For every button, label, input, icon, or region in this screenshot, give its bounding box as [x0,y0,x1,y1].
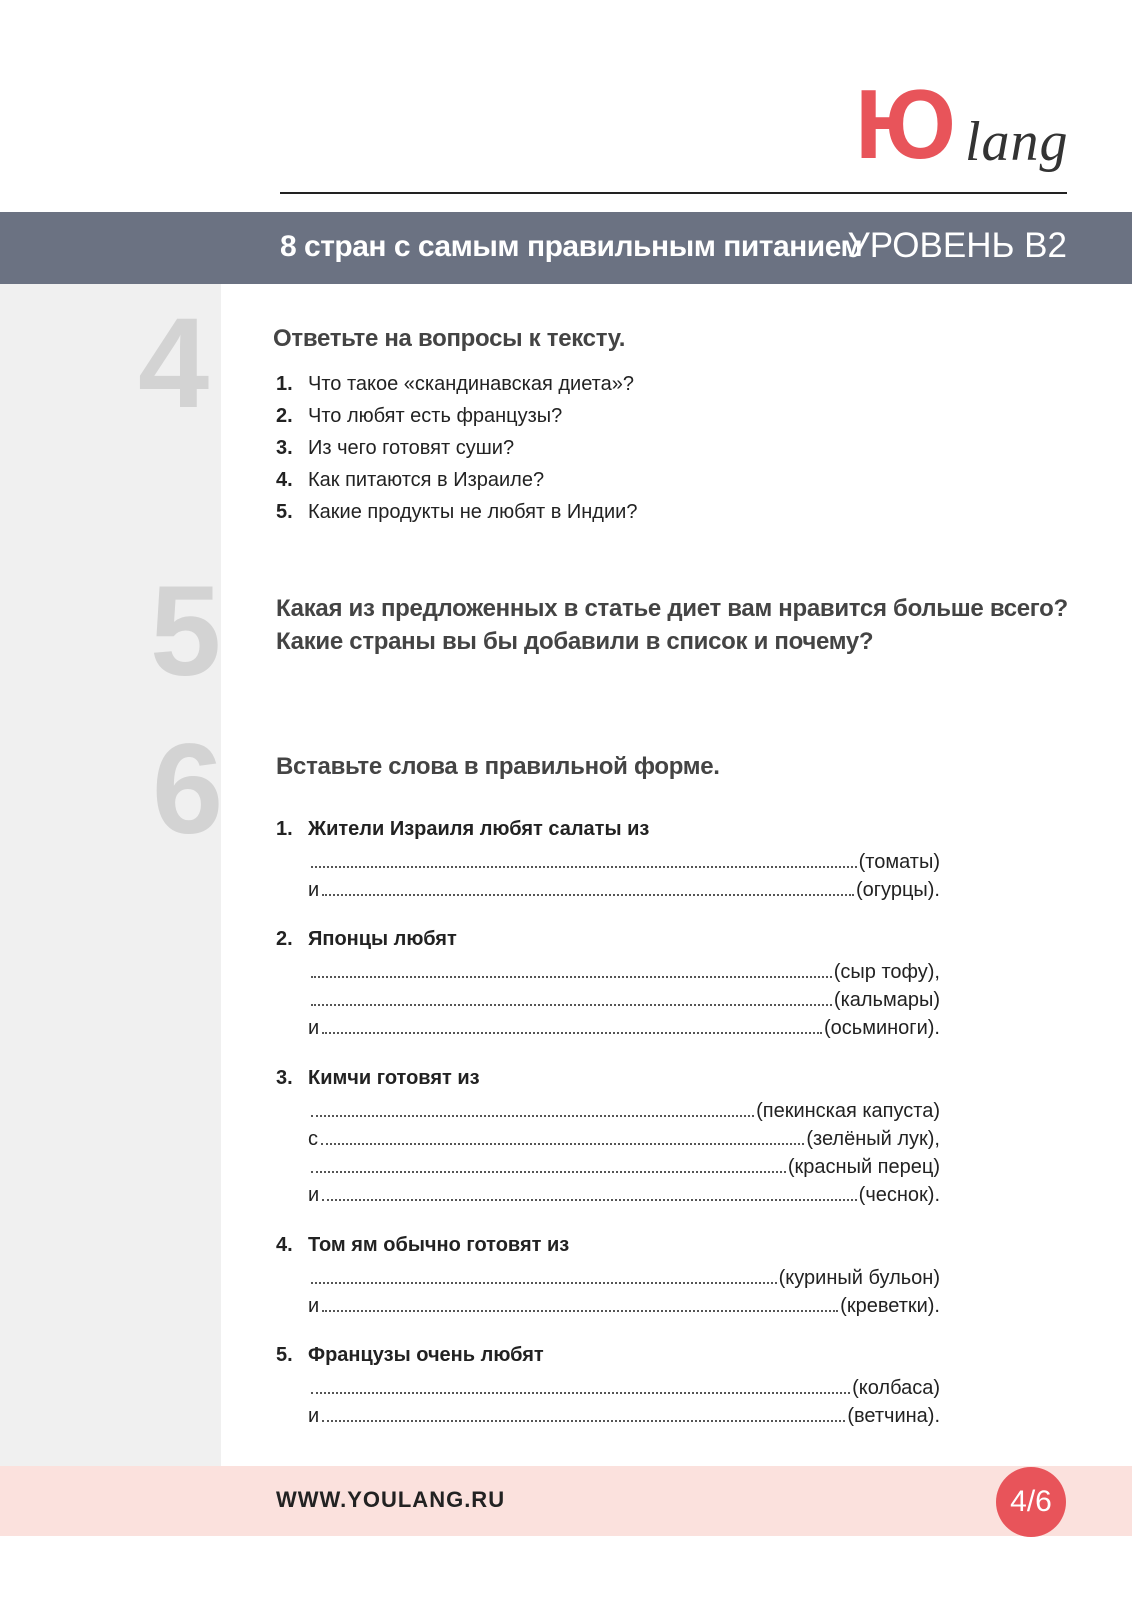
page-number-badge: 4/6 [996,1467,1066,1537]
exercise-item-3 [276,1063,940,1209]
question-item [276,432,637,464]
question-number: 3. [276,437,293,459]
blank-prefix: и [308,1295,320,1317]
logo-word: lang [965,111,1069,173]
blank-hint: (зелёный лук), [806,1128,940,1150]
blank-dotted-line[interactable] [311,1374,850,1394]
header-divider [280,192,1067,194]
footer-band [0,1466,1132,1536]
blank-hint: (кальмары) [833,989,940,1011]
fill-in-blank[interactable] [308,1014,940,1042]
exercise-item-4 [276,1230,940,1320]
fill-in-blank[interactable] [308,1181,940,1209]
fill-in-blank[interactable] [308,1264,940,1292]
fill-in-blank[interactable] [308,1402,940,1430]
page-title: 8 стран с самым правильным питанием [280,230,863,263]
blank-hint: (огурцы). [855,879,940,901]
question-number: 5. [276,501,293,523]
exercise-number: 3. [276,1067,293,1089]
question-text: Что любят есть французы? [308,405,563,427]
fill-in-blank[interactable] [308,876,940,904]
blank-prefix: и [308,1184,320,1206]
fill-in-blank[interactable] [308,848,940,876]
blank-prefix: и [308,879,320,901]
question-number: 2. [276,405,293,427]
question-number: 4. [276,469,293,491]
fill-in-blank[interactable] [308,1125,940,1153]
fill-in-blank[interactable] [308,1374,940,1402]
blank-prefix: с [308,1128,318,1150]
fill-in-blank[interactable] [308,986,940,1014]
fill-in-blank[interactable] [308,1153,940,1181]
blank-hint: (куриный бульон) [778,1267,940,1289]
blank-dotted-line[interactable] [322,1181,856,1201]
exercise-prompt: Жители Израиля любят салаты из [308,818,650,840]
section-number-4: 4 [138,292,210,435]
exercise-prompt: Кимчи готовят из [308,1067,480,1089]
blank-hint: (ветчина). [847,1405,940,1427]
blank-dotted-line[interactable] [322,1292,838,1312]
blank-hint: (пекинская капуста) [756,1100,940,1122]
exercise-prompt: Французы очень любят [308,1344,544,1366]
exercise-number: 4. [276,1234,293,1256]
question-item [276,464,637,496]
blank-dotted-line[interactable] [322,876,854,896]
blank-dotted-line[interactable] [311,1153,786,1173]
blank-hint: (томаты) [858,851,940,873]
logo-mark: Ю [855,69,951,179]
exercise-number: 5. [276,1344,293,1366]
exercise-item-5 [276,1340,940,1430]
blank-hint: (сыр тофу), [833,961,940,983]
blank-dotted-line[interactable] [311,1097,754,1117]
fill-in-blank[interactable] [308,958,940,986]
section-6-heading: Вставьте слова в правильной форме. [276,753,720,780]
question-text: Из чего готовят суши? [308,437,515,459]
question-item [276,496,637,528]
blank-dotted-line[interactable] [311,1264,777,1284]
question-item [276,368,637,400]
blank-dotted-line[interactable] [322,1014,822,1034]
blank-hint: (креветки). [840,1295,940,1317]
exercise-number: 2. [276,928,293,950]
youlang-logo [855,69,1070,184]
section-4-heading: Ответьте на вопросы к тексту. [273,325,626,352]
blank-hint: (осьминоги). [824,1017,940,1039]
side-panel [0,284,224,1466]
exercise-prompt: Том ям обычно готовят из [308,1234,570,1256]
exercise-number: 1. [276,818,293,840]
website-link[interactable]: WWW.YOULANG.RU [276,1487,506,1512]
blank-dotted-line[interactable] [311,958,832,978]
blank-hint: (чеснок). [858,1184,940,1206]
fill-in-blank[interactable] [308,1097,940,1125]
exercise-prompt: Японцы любят [308,928,457,950]
level-label: УРОВЕНЬ B2 [847,226,1067,265]
section-number-5: 5 [150,560,222,703]
question-text: Что такое «скандинавская диета»? [308,373,634,395]
blank-prefix: и [308,1405,320,1427]
question-text: Как питаются в Израиле? [308,469,545,491]
blank-dotted-line[interactable] [311,848,857,868]
question-list [276,368,637,528]
exercise-item-2 [276,924,940,1042]
blank-dotted-line[interactable] [321,1125,804,1145]
blank-dotted-line[interactable] [322,1402,845,1422]
blank-hint: (колбаса) [852,1377,940,1399]
section-number-6: 6 [152,718,224,861]
blank-hint: (красный перец) [787,1156,940,1178]
section-5-question-line-1: Какая из предложенных в статье диет вам нравится больше всего? [276,595,1068,622]
blank-prefix: и [308,1017,320,1039]
blank-dotted-line[interactable] [311,986,832,1006]
question-number: 1. [276,373,293,395]
question-text: Какие продукты не любят в Индии? [308,501,638,523]
section-5-question-line-2: Какие страны вы бы добавили в список и почему? [276,628,874,655]
fill-in-blank[interactable] [308,1292,940,1320]
question-item [276,400,637,432]
exercise-item-1 [276,814,940,904]
